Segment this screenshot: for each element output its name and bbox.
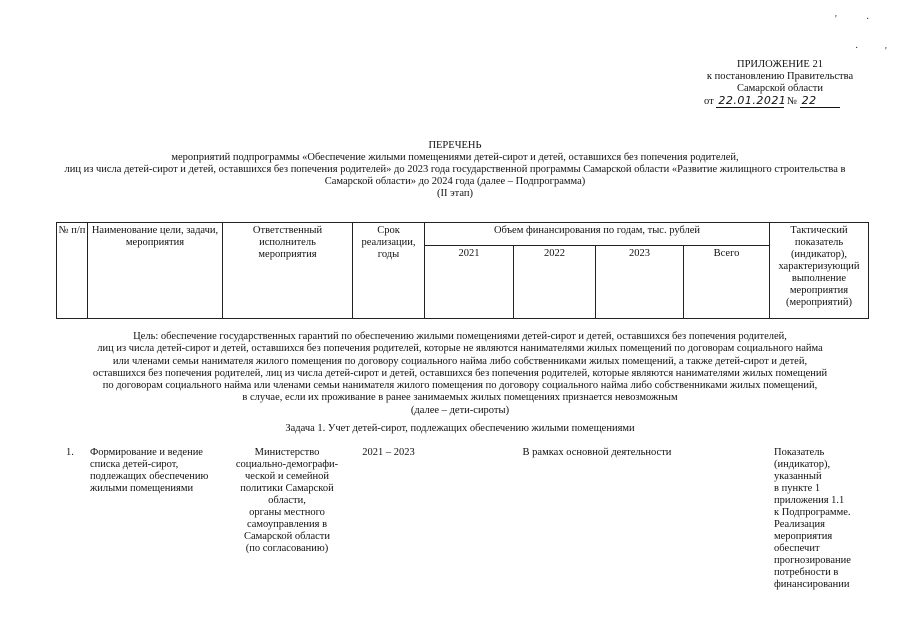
row-indicator: Показатель (индикатор), указанный в пункте 1 приложения 1.1 к Подпрограмме. Реализация мероприятия обеспечит прогнозирование потребности в финансировании <box>774 447 851 590</box>
scan-speck: · <box>855 43 859 54</box>
goal-line: лиц из числа детей-сирот и детей, оставшихся без попечения родителей, которые не являются нанимателями жилых помещений по договорам социального найма <box>97 343 823 355</box>
goal-line: (далее – дети-сироты) <box>410 404 510 416</box>
row-executor: Министерство социально-демографи- ческой и семейной политики Самарской области, органы местного самоуправления в Самарской области (по согласованию) <box>235 447 339 554</box>
scan-speck: · <box>866 14 870 25</box>
header-year: 2022 <box>513 245 596 319</box>
heading-line: лиц из числа детей-сирот и детей, оставшихся без попечения родителей» до 2023 года государственной программы Самарской области «Развитие жилищного строительства в <box>64 164 846 175</box>
goal-line: Цель: обеспечение государственных гарантий по обеспечению жилыми помещениями детей-сирот и детей, оставшихся без попечения родителей, <box>133 331 787 342</box>
row-num: 1. <box>66 447 74 458</box>
header-term: Срок реализации, годы <box>352 222 425 319</box>
heading-line: мероприятий подпрограммы «Обеспечение жилыми помещениями детей-сирот и детей, оставшихся без попечения родителей, <box>171 152 739 163</box>
heading-stage: (II этап) <box>437 188 473 199</box>
header-year: 2021 <box>424 245 514 319</box>
goal-line: оставшихся без попечения родителей, лиц из числа детей-сирот и детей, оставшихся без попечения родителей, которые являются нанимателями жилых помещений <box>92 367 828 379</box>
header-num: № п/п <box>56 222 88 319</box>
appendix-line1: к постановлению Правительства <box>706 71 854 82</box>
table-header <box>56 222 869 319</box>
header-funding: Объем финансирования по годам, тыс. рублей <box>424 222 770 246</box>
goal-text <box>60 331 860 417</box>
header-name: Наименование цели, задачи, мероприятия <box>87 222 223 319</box>
header-total: Всего <box>683 245 770 319</box>
appendix-date: 22.01.2021 <box>718 94 787 107</box>
appendix-date-line: от 22.01.2021 № 22 <box>704 95 870 108</box>
task-title: Задача 1. Учет детей-сирот, подлежащих обеспечению жилыми помещениями <box>285 423 635 434</box>
appendix-number: 22 <box>800 95 840 108</box>
header-year: 2023 <box>595 245 684 319</box>
appendix-block <box>690 59 870 108</box>
appendix-line2: Самарской области <box>737 83 823 94</box>
header-executor: Ответственный исполнитель мероприятия <box>222 222 353 319</box>
row-term: 2021 – 2023 <box>362 447 415 458</box>
row-name: Формирование и ведение списка детей-сирот, подлежащих обеспечению жилыми помещениями <box>90 447 209 494</box>
goal-line: по договорам социального найма или членами семьи нанимателя жилого помещения по договору социального найма либо собственниками жилых помещений, <box>102 380 818 392</box>
appendix-title: ПРИЛОЖЕНИЕ 21 <box>737 59 823 70</box>
goal-line: или членами семьи нанимателя жилого помещения по договору социального найма либо собственниками жилых помещений, а также детей-сирот и детей, <box>112 355 808 367</box>
row-funding: В рамках основной деятельности <box>522 447 672 458</box>
scan-speck: ' <box>835 14 837 25</box>
scan-speck: ' <box>885 46 887 57</box>
document-heading <box>40 140 870 200</box>
heading-title: ПЕРЕЧЕНЬ <box>428 140 482 151</box>
heading-line: Самарской области» до 2024 года (далее – Подпрограмма) <box>324 176 586 187</box>
header-indicator: Тактический показатель (индикатор), характеризующий выполнение мероприятия (мероприятий) <box>769 222 869 319</box>
goal-line: в случае, если их проживание в ранее занимаемых жилых помещениях признается невозможным <box>242 392 678 404</box>
